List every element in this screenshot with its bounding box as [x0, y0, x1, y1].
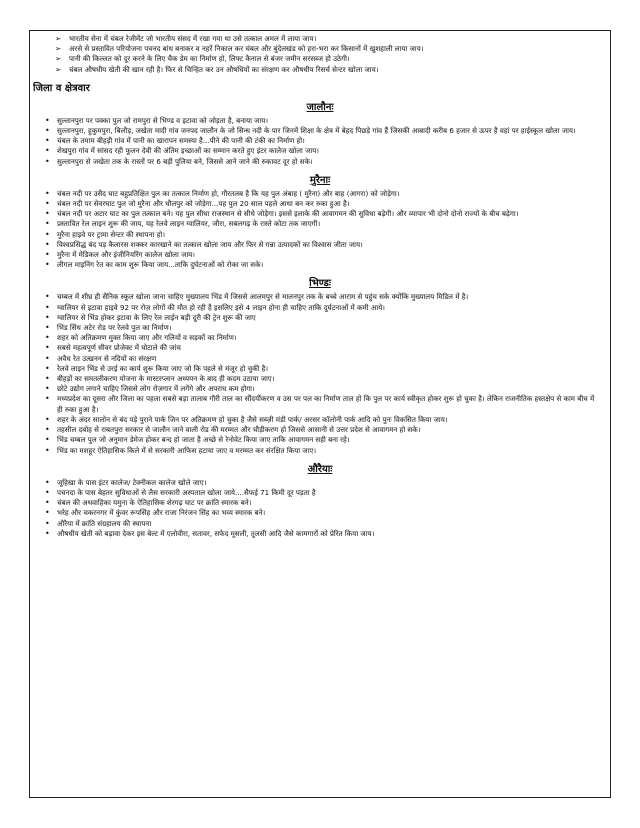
- list-item: • चंबल नदी पर सेवरघाट पुल जो मुरैना और धौलपुर को जोड़ेगा...यह पुल 20 साल पहले आधा बन कर रुका हुआ है।: [33, 199, 607, 209]
- list-item: • छोटे उद्योग लगाने चाहिए जिससे लोग रोज़गार में लगेंगे और अपराध कम होगा।: [33, 384, 607, 394]
- list-item: • औरैया में क्रांति संग्रहालय की स्थापना: [33, 519, 607, 529]
- list-item: • शेखपुरा गांव में सांसद रही फूलन देवी की अंतिम इच्छाओं का सम्मान करते हुए इंटर कालेज खोला जाय।: [33, 146, 607, 156]
- list-item: ➢ चंबल औषधीय खेती की खान रही है। फिर से चिन्हित कर उन औषधियों का संरक्षण कर औषधीय रिसर्च सेन्टर खोला जाय।: [33, 65, 607, 75]
- list-item: • चंबल की अथवाहिका यमुना के ऐतिहासिक शेरगढ़ घाट पर क्रांति स्मारक बने।: [33, 498, 607, 508]
- list-item: • सबसे महत्वपूर्ण सीवर प्रोजेक्ट में घोटाले की जांच: [33, 343, 607, 353]
- list-item: • चंबल के तमाम बीहड़ी गांव में पानी का खारापन समस्या है...पीने की पानी की टंकी का निर्माण हो।: [33, 136, 607, 146]
- list-item: • सुल्तानपुरा पर पक्का पुल जो रामपुरा से भिण्ड व इटावा को जोड़ता है, बनाया जाय।: [33, 116, 607, 126]
- list-item: ➢ पानी की किल्लत को दूर करने के लिए चैक डेम का निर्माण हो, लिफ्ट कैनाल से बंजर जमीन सरसब्ज हो उठेगी।: [33, 54, 607, 64]
- list-item: • शहर को अतिक्रमण मुक्त किया जाए और गलियों व सड़कों का निर्माण।: [33, 333, 607, 343]
- list-item: • जूहिखा के पास इंटर कालेज/ टेक्नीकल कालेज खोले जाए।: [33, 478, 607, 488]
- list-item: • चंबल नदी पर उसैद घाट बहुप्रतिक्षित पुल का तत्काल निर्माण हो, गौरतलब है कि यह पुल अंबाह ( मुरैना) और बाह (आगरा) को जोड़ेगा।: [33, 189, 607, 199]
- list-item: • मुरैना में मेडिकल और इंजीनियरिंग कालेज खोला जाय।: [33, 250, 607, 260]
- district-heading-jalaun: जालौनः: [306, 101, 334, 113]
- list-item: • तहसील दबोह से राबतपुरा सरकार से जालौन जाने वाली रोड की मरम्मत और चौड़ीकरण हो जिससे आसानी से उत्तर प्रदेश से आवागमन हो सके।: [33, 425, 607, 435]
- list-item: • सुल्तानपुरा से जखेता तक के रास्तों पर 6 बड़ी पुलिया बने, जिससे आने जाने की रुकावट दूर हो सके।: [33, 157, 607, 167]
- list-item: • ग्वालियर से इटावा हाइवे 92 पर रोज़ लोगों की मौत हो रही है इसलिए इसे 4 लाइन होना ही चाहिए ताकि दुर्घटनाओं में कमी आये।: [33, 303, 607, 313]
- list-item: • चम्बल में शीघ्र ही सैनिक स्कूल खोला जाना चाहिए मुख्यालय भिंड में जिससे आलमपुर से मालनपुर तक के बच्चे आराम से पहुंच सके क्योंकि मुख्यालय मिडिल में है।: [33, 292, 607, 302]
- list-item: • भिंड सिंध अटेर रोड पर रेलवे पुल का निर्माण।: [33, 323, 607, 333]
- list-item: • लीगल माइनिंग रेत का काम शुरू किया जाय...ताकि दुर्घटनाओं को रोका जा सके।: [33, 260, 607, 270]
- list-item: • ग्वालियर से भिंड होकर इटावा के लिए रेल लाईन बड़ी दूरी की ट्रेन शुरू की जाए: [33, 313, 607, 323]
- district-heading-bhind: भिण्डः: [309, 278, 331, 290]
- jalaun-list: [33, 116, 607, 167]
- list-item: • शहर के अंदर सालोन से बंद पड़े पुराने पार्क जिन पर अतिक्रमण हो चुका है जैसे सब्ज़ी मंडी पार्क/ अरसर कॉलोनी पार्क आदि को पुनः विकसित किया जाय।: [33, 415, 607, 425]
- list-item: • अवैध रेत उत्खनन से नदियों का संरक्षण: [33, 354, 607, 364]
- morena-list: [33, 189, 607, 271]
- general-demands-list: [33, 34, 607, 75]
- list-item: • भिंड का मशहूर ऐतिहासिक किले में से सरकारी आफिस हटाया जाए व मरम्मत कर संरक्षित किया जाए।: [33, 446, 607, 456]
- list-item: • बीहड़ों का समतलीकरण योजना के मास्टरप्लान अध्ययन के बाद ही कदम उठाया जाए।: [33, 374, 607, 384]
- list-item: • विश्वप्रसिद्ध बंद पड़ कैलारस शक्कर कारखाने का तत्काल खोला जाय और फिर से गन्ना उत्पादकों का विश्वास जीता जाय।: [33, 240, 607, 250]
- list-item: • चंबल नदी पर अटार घाट का पुल तत्काल बने। यह पुल सीधा राजस्थान से सीधे जोड़ेगा। इससे इलाके की आवागमन की सुविधा बढ़ेगी। और व्यापार भी दोनो दोनो राज्यों के बीच बढ़ेगा।: [33, 209, 607, 219]
- list-item: • मुरैना हाइवे पर ट्रामा सेन्टर की स्थापना हो।: [33, 230, 607, 240]
- document-body: [33, 34, 607, 794]
- section-title: जिला व क्षेत्रवार: [33, 82, 90, 94]
- list-item: • भरेह और चकरनगर में कुंवर रूपसिंह और राजा निरंजन सिंह का भव्य स्मारक बने।: [33, 508, 607, 518]
- bhind-list: [33, 292, 607, 455]
- list-item: ➢ भारतीय सेना में चंबल रेजीमेंट जो भारतीय संसद में रखा गया था उसे तत्काल अमल में लाया जाय।: [33, 34, 607, 44]
- list-item: • पचनदा के पास बेहतर सुविधाओं से लैस सरकारी अस्पताल खोला जाये....सैफई 71 किमी दूर पड़ता है: [33, 488, 607, 498]
- list-item: • मध्यप्रदेश का दूसरा और जिला का पहला सबसे बड़ा तालाब गौरी ताल का सौंदर्यीकरण व उस पर पल का निर्माण ताल हो कि पुल पर कार्य स्वीकृत होकर शुरू हो चुका है। लेकिन राजनीतिक हस्तक्षेप से काम बीच में ही रुका हुआ है।: [33, 394, 607, 414]
- list-item: • रेलवे लाइन भिंड से उरई का कार्य शुरू किया जाए जो कि पहले से मंजूर हो चुकी है।: [33, 364, 607, 374]
- district-heading-morena: मुरैनाः: [309, 174, 331, 186]
- list-item: • औषधीय खेती को बढ़ावा देकर इस बेल्ट में एलोवीरा, सतावर, सफेद मूसली, तुलसी आदि जैसे कामगारों को प्रेरित किया जाय।: [33, 529, 607, 539]
- list-item: ➢ अरसे से प्रस्तावित परियोजना पचनद बांध बनाकर व नहरें निकाल कर चंबल और बुंदेलखंड को हरा-भरा कर किसानों में खुशहाली लाया जाय।: [33, 44, 607, 54]
- list-item: • प्रस्तावित रेल लाइन शुरू की जाय, यह रेलवे लाइन ग्वालियर, जौरा, सबलगढ़ के रास्ते कोटा तक जाएगी।: [33, 219, 607, 229]
- list-item: • भिंड चम्बल पुल जो अनुमान डेमेज होकर बन्द हो जाता है अच्छे से रेनोवेट किया जाए ताकि आवागमन सही बना रहे।: [33, 435, 607, 445]
- district-heading-auraiya: औरैयाः: [307, 463, 333, 475]
- auraiya-list: [33, 478, 607, 539]
- list-item: • सुल्तानपुरा, हुकुमपुरा, बिलौड़, जखेता मादी गांव जनपद जालौन के जो सिन्ध नदी के पार जिनमें शिक्षा के क्षेत्र में बेहद पिछड़े गांव हैं जिसकी आबादी करीब 6 हजार से ऊपर है वहां पर हाईस्कूल खोला जाय।: [33, 126, 607, 136]
